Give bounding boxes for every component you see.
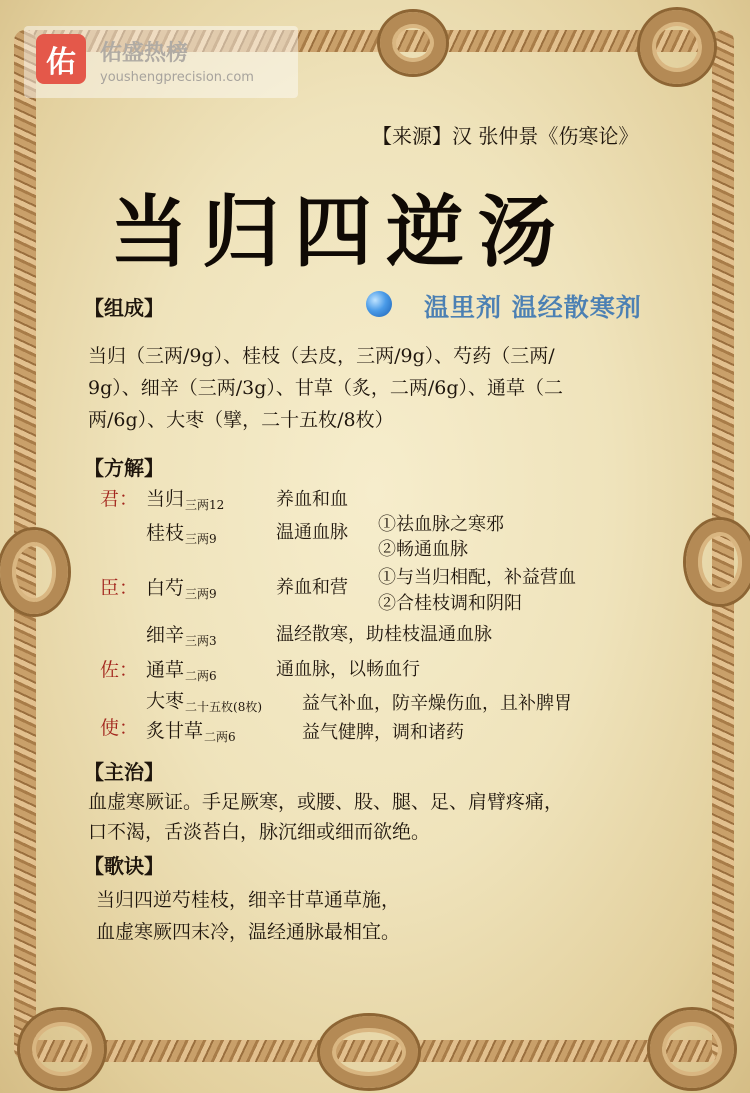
herb-tongcao-function: 通血脉，以畅血行	[276, 659, 420, 680]
herb-baishao-function: 养血和营	[276, 577, 348, 598]
rope-knot-top-middle	[380, 12, 446, 74]
herb-xixin: 细辛$_{三两3}$	[146, 624, 217, 648]
role-zuo: 佐：	[100, 659, 139, 681]
formula-category: 温里剂 温经散寒剂	[424, 293, 642, 322]
herb-guizhi-function: 温通血脉	[276, 522, 348, 543]
herb-zhigancao: 炙甘草$_{二两6}$	[146, 720, 236, 744]
rope-knot-bottom-left	[20, 1010, 104, 1088]
formula-title: 当归四逆汤	[110, 187, 571, 278]
herb-guizhi: 桂枝$_{三两9}$	[146, 522, 217, 546]
herb-baishao-note-1: ①与当归相配，补益营血	[378, 567, 576, 588]
herb-dazao-function: 益气补血，防辛燥伤血，且补脾胃	[302, 693, 572, 714]
herb-danggui-function: 养血和血	[276, 489, 348, 510]
role-jun: 君：	[100, 488, 139, 510]
verse-line-1: 当归四逆芍桂枝，细辛甘草通草施，	[96, 889, 401, 911]
herb-zhigancao-function: 益气健脾，调和诸药	[302, 722, 464, 743]
rope-knot-top-right	[640, 10, 714, 84]
rope-knot-left	[0, 530, 68, 614]
bullet-dot-icon	[366, 291, 392, 317]
herb-baishao-note-2: ②合桂枝调和阴阳	[378, 593, 522, 614]
role-shi: 使：	[100, 717, 139, 739]
rope-knot-bottom-middle	[320, 1016, 418, 1088]
herb-xixin-function: 温经散寒，助桂枝温通血脉	[276, 624, 492, 645]
composition-line-3: 两/6g）、大枣（擘，二十五枚/8枚）	[88, 409, 394, 431]
herb-dazao: 大枣$_{二十五枚(8枚)}$	[146, 690, 263, 714]
verse-line-2: 血虚寒厥四末冷，温经通脉最相宜。	[96, 921, 401, 943]
role-chen: 臣：	[100, 577, 139, 599]
herb-baishao: 白芍$_{三两9}$	[146, 577, 217, 601]
composition-line-1: 当归（三两/9g）、桂枝（去皮，三两/9g）、芍药（三两/	[88, 345, 555, 367]
watermark-name: 佑盛热榜	[100, 41, 189, 66]
indications-heading: 【主治】	[84, 760, 164, 784]
rope-knot-bottom-right	[650, 1010, 734, 1088]
watermark-url: youshengprecision.com	[100, 70, 254, 85]
indications-line-2: 口不渴，舌淡苔白，脉沉细或细而欲绝。	[88, 821, 431, 843]
herb-guizhi-note-2: ②畅通血脉	[378, 539, 468, 560]
herb-danggui: 当归$_{三两12}$	[146, 488, 225, 512]
rope-knot-right	[686, 520, 750, 604]
source-line: 【来源】汉 张仲景《伤寒论》	[372, 124, 639, 148]
composition-heading: 【组成】	[84, 296, 164, 320]
analysis-heading: 【方解】	[84, 456, 164, 480]
herb-tongcao: 通草$_{二两6}$	[146, 659, 217, 683]
verse-heading: 【歌诀】	[84, 854, 164, 878]
watermark-logo-icon: 佑	[36, 34, 86, 84]
herb-guizhi-note-1: ①祛血脉之寒邪	[378, 514, 504, 535]
composition-line-2: 9g）、细辛（三两/3g）、甘草（炙，二两/6g）、通草（二	[88, 377, 564, 399]
indications-line-1: 血虚寒厥证。手足厥寒，或腰、股、腿、足、肩臂疼痛，	[88, 791, 564, 813]
